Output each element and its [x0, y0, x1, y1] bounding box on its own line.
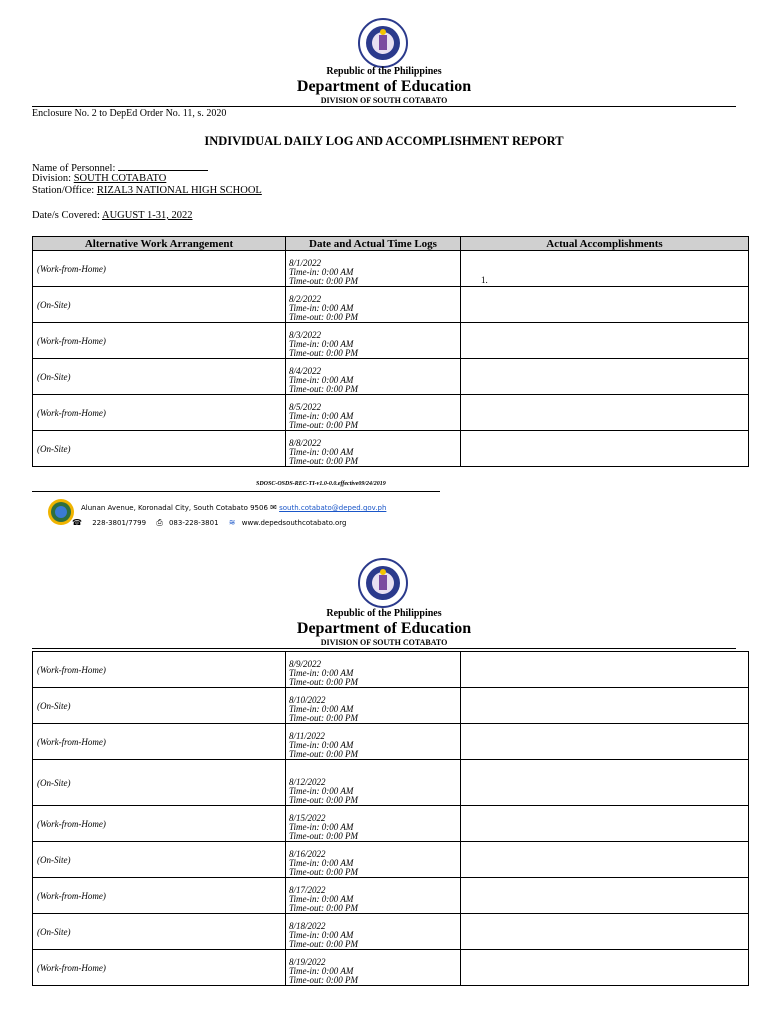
- department-title: Department of Education: [296, 620, 472, 637]
- time-in: Time-in: 0:00 AM: [289, 411, 354, 421]
- deped-seal-icon: [358, 558, 408, 608]
- time-log-cell: [286, 652, 461, 688]
- time-in: Time-in: 0:00 AM: [289, 704, 354, 714]
- time-in: Time-in: 0:00 AM: [289, 894, 354, 904]
- log-date: 8/1/2022: [289, 258, 322, 268]
- arrangement-cell: (On-Site): [33, 842, 286, 878]
- log-date: 8/18/2022: [289, 921, 326, 931]
- footer-address-line: Alunan Avenue, Koronadal City, South Cotabato 9506 ✉ south.cotabato@deped.gov.ph: [81, 503, 387, 512]
- department-title: Department of Education: [296, 78, 472, 95]
- time-out: Time-out: 0:00 PM: [289, 677, 358, 687]
- header-arrangement: Alternative Work Arrangement: [33, 237, 286, 251]
- time-in: Time-in: 0:00 AM: [289, 822, 354, 832]
- wifi-icon: ≋: [228, 518, 236, 527]
- log-date: 8/10/2022: [289, 695, 326, 705]
- arrangement-cell: (On-Site): [33, 914, 286, 950]
- table-header-row: [33, 237, 749, 251]
- website-link[interactable]: www.depedsouthcotabato.org: [241, 519, 347, 527]
- arrangement-cell: (Work-from-Home): [33, 652, 286, 688]
- time-out: Time-out: 0:00 PM: [289, 348, 358, 358]
- time-log-cell: [286, 287, 461, 323]
- accomplishment-cell[interactable]: [461, 806, 749, 842]
- division-line: DIVISION OF SOUTH COTABATO: [320, 96, 448, 105]
- log-date: 8/15/2022: [289, 813, 326, 823]
- name-of-personnel: Name of Personnel:: [32, 161, 208, 174]
- accomplishment-cell[interactable]: [461, 395, 749, 431]
- log-date: 8/11/2022: [289, 731, 325, 741]
- time-in: Time-in: 0:00 AM: [289, 740, 354, 750]
- time-out: Time-out: 0:00 PM: [289, 456, 358, 466]
- time-log-cell: [286, 395, 461, 431]
- phone-icon: ☎: [72, 518, 82, 527]
- table-row: [33, 914, 749, 950]
- time-log-cell: [286, 878, 461, 914]
- time-log-cell: [286, 323, 461, 359]
- page-2: [0, 556, 768, 1024]
- table-row: [33, 323, 749, 359]
- time-out: Time-out: 0:00 PM: [289, 749, 358, 759]
- time-in: Time-in: 0:00 AM: [289, 303, 354, 313]
- log-date: 8/19/2022: [289, 957, 326, 967]
- fax-icon: ⎙: [156, 518, 163, 527]
- division-logo-icon: [47, 498, 75, 526]
- accomplishment-cell[interactable]: [461, 287, 749, 323]
- email-link[interactable]: south.cotabato@deped.gov.ph: [279, 504, 387, 512]
- time-out: Time-out: 0:00 PM: [289, 312, 358, 322]
- accomplishment-cell[interactable]: [461, 842, 749, 878]
- arrangement-cell: (Work-from-Home): [33, 395, 286, 431]
- time-out: Time-out: 0:00 PM: [289, 713, 358, 723]
- arrangement-cell: (Work-from-Home): [33, 251, 286, 287]
- log-date: 8/8/2022: [289, 438, 322, 448]
- accomplishment-cell[interactable]: [461, 950, 749, 986]
- arrangement-cell: (On-Site): [33, 287, 286, 323]
- footer-contact-line: ☎ 228-3801/7799 ⎙ 083-228-3801 ≋ www.depedsouthcotabato.org: [72, 518, 347, 527]
- accomplishment-cell[interactable]: [461, 652, 749, 688]
- arrangement-cell: (Work-from-Home): [33, 950, 286, 986]
- document-code: SDOSC-OSDS-REC-TI-v1.0-0.0.effective09/24/2019: [256, 481, 386, 487]
- accomplishment-cell[interactable]: [461, 914, 749, 950]
- header-time-logs: Date and Actual Time Logs: [286, 237, 461, 251]
- time-log-cell: [286, 806, 461, 842]
- table-row: [33, 760, 749, 806]
- log-date: 8/17/2022: [289, 885, 326, 895]
- dates-covered-field: Date/s Covered: AUGUST 1-31, 2022: [32, 210, 193, 221]
- division-line: DIVISION OF SOUTH COTABATO: [320, 638, 448, 647]
- table-row: [33, 842, 749, 878]
- arrangement-cell: (Work-from-Home): [33, 878, 286, 914]
- table-row: [33, 652, 749, 688]
- table-row: [33, 724, 749, 760]
- time-out: Time-out: 0:00 PM: [289, 903, 358, 913]
- accomplishment-cell[interactable]: [461, 431, 749, 467]
- time-log-cell: [286, 359, 461, 395]
- accomplishment-cell[interactable]: [461, 323, 749, 359]
- time-in: Time-in: 0:00 AM: [289, 668, 354, 678]
- name-blank-field[interactable]: [118, 161, 208, 171]
- time-out: Time-out: 0:00 PM: [289, 795, 358, 805]
- time-in: Time-in: 0:00 AM: [289, 930, 354, 940]
- arrangement-cell: (Work-from-Home): [33, 724, 286, 760]
- accomplishment-cell[interactable]: 1.: [461, 251, 749, 287]
- footer-rule: [32, 491, 440, 492]
- log-date: 8/12/2022: [289, 777, 326, 787]
- log-date: 8/2/2022: [289, 294, 322, 304]
- time-out: Time-out: 0:00 PM: [289, 975, 358, 985]
- table-row: [33, 688, 749, 724]
- log-date: 8/16/2022: [289, 849, 326, 859]
- arrangement-cell: (Work-from-Home): [33, 806, 286, 842]
- log-table-page-1: [32, 236, 749, 467]
- accomplishment-cell[interactable]: [461, 724, 749, 760]
- enclosure-note: Enclosure No. 2 to DepEd Order No. 11, s. 2020: [32, 108, 227, 119]
- accomplishment-cell[interactable]: [461, 760, 749, 806]
- republic-line: Republic of the Philippines: [326, 66, 442, 77]
- email-icon: ✉: [270, 503, 277, 512]
- header-accomplishments: Actual Accomplishments: [461, 237, 749, 251]
- time-in: Time-in: 0:00 AM: [289, 267, 354, 277]
- table-row: [33, 878, 749, 914]
- table-row: [33, 251, 749, 287]
- log-date: 8/4/2022: [289, 366, 322, 376]
- table-row: [33, 431, 749, 467]
- time-log-cell: [286, 251, 461, 287]
- time-log-cell: [286, 914, 461, 950]
- time-log-cell: [286, 688, 461, 724]
- header-rule: [32, 106, 736, 107]
- republic-line: Republic of the Philippines: [326, 608, 442, 619]
- station-field: Station/Office: RIZAL3 NATIONAL HIGH SCHOOL: [32, 185, 262, 196]
- time-log-cell: [286, 950, 461, 986]
- time-in: Time-in: 0:00 AM: [289, 375, 354, 385]
- time-in: Time-in: 0:00 AM: [289, 339, 354, 349]
- log-date: 8/9/2022: [289, 659, 322, 669]
- table-row: [33, 359, 749, 395]
- time-out: Time-out: 0:00 PM: [289, 831, 358, 841]
- deped-seal-icon: [358, 18, 408, 68]
- arrangement-cell: (Work-from-Home): [33, 323, 286, 359]
- accomplishment-cell[interactable]: [461, 359, 749, 395]
- time-in: Time-in: 0:00 AM: [289, 786, 354, 796]
- table-row: [33, 806, 749, 842]
- time-log-cell: [286, 842, 461, 878]
- arrangement-cell: (On-Site): [33, 760, 286, 806]
- time-in: Time-in: 0:00 AM: [289, 447, 354, 457]
- time-out: Time-out: 0:00 PM: [289, 276, 358, 286]
- arrangement-cell: (On-Site): [33, 431, 286, 467]
- time-in: Time-in: 0:00 AM: [289, 858, 354, 868]
- division-field: Division: SOUTH COTABATO: [32, 173, 167, 184]
- log-date: 8/5/2022: [289, 402, 322, 412]
- header-rule: [32, 648, 736, 649]
- arrangement-cell: (On-Site): [33, 688, 286, 724]
- time-out: Time-out: 0:00 PM: [289, 420, 358, 430]
- time-out: Time-out: 0:00 PM: [289, 867, 358, 877]
- time-log-cell: [286, 431, 461, 467]
- time-out: Time-out: 0:00 PM: [289, 384, 358, 394]
- arrangement-cell: (On-Site): [33, 359, 286, 395]
- time-log-cell: [286, 724, 461, 760]
- table-row: [33, 287, 749, 323]
- time-out: Time-out: 0:00 PM: [289, 939, 358, 949]
- table-row: [33, 950, 749, 986]
- log-table-page-2: [32, 651, 749, 986]
- time-in: Time-in: 0:00 AM: [289, 966, 354, 976]
- log-date: 8/3/2022: [289, 330, 322, 340]
- time-log-cell: [286, 760, 461, 806]
- table-row: [33, 395, 749, 431]
- accomplishment-cell[interactable]: [461, 878, 749, 914]
- report-title: INDIVIDUAL DAILY LOG AND ACCOMPLISHMENT REPORT: [204, 134, 564, 148]
- accomplishment-cell[interactable]: [461, 688, 749, 724]
